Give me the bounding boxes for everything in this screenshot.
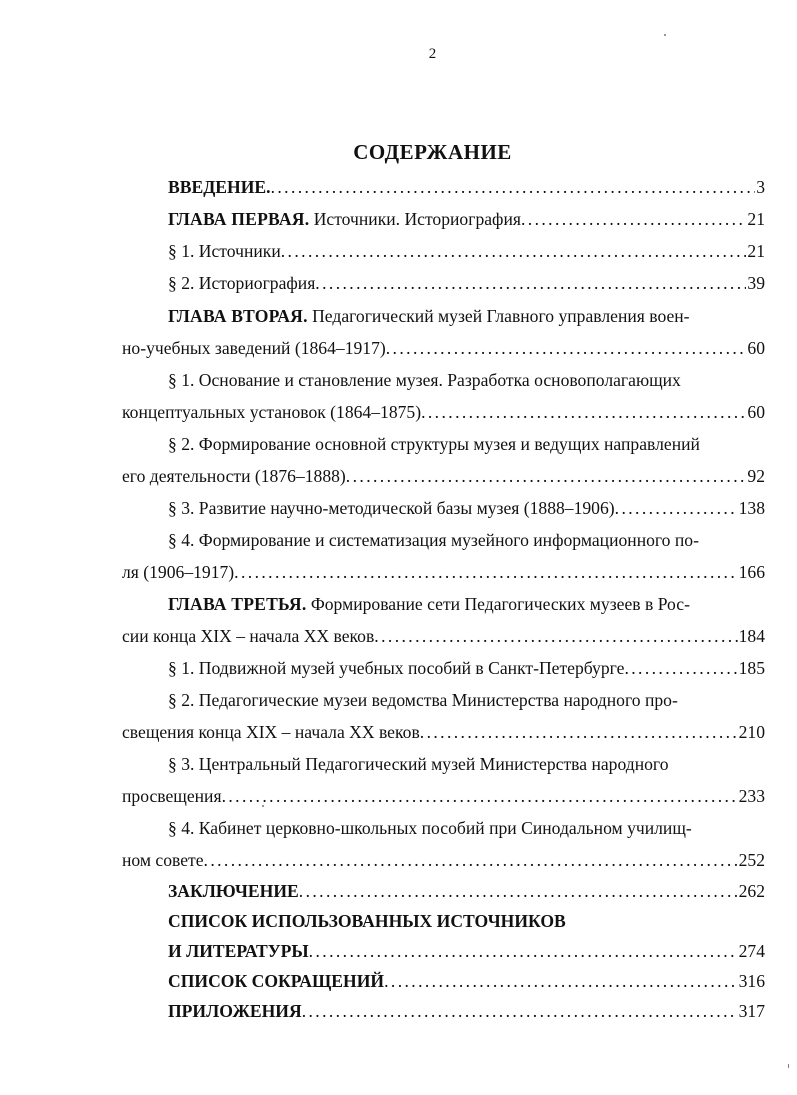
section-title-cont: концептуальных установок (1864–1875) [122, 402, 422, 422]
toc-entry-ch2-s1-line1 [168, 365, 681, 395]
toc-entry-ch1-s1 [168, 236, 765, 266]
toc-entry-page: 274 [738, 941, 765, 961]
leader-dots [204, 845, 738, 875]
toc-entry-page: 21 [747, 241, 765, 261]
scan-speck [664, 34, 666, 36]
toc-entry-page: 262 [738, 881, 765, 901]
leader-dots [521, 204, 746, 234]
toc-entry-ch3-s2-line1 [168, 685, 678, 715]
toc-entry-page: 185 [738, 658, 765, 678]
chapter-title: Педагогический музей Главного управления воен- [312, 306, 690, 326]
toc-entry-page: 166 [738, 562, 765, 582]
section-title-cont: ном совете [122, 850, 204, 870]
leader-dots [386, 333, 747, 363]
leader-dots [234, 557, 737, 587]
section-title: § 4. Формирование и систематизация музейного информационного по- [168, 530, 699, 550]
toc-entry-label: § 3. Развитие научно-методической базы музея (1888–1906) [168, 498, 615, 518]
toc-entry-page: 60 [747, 402, 765, 422]
leader-dots [346, 461, 747, 491]
section-title: § 4. Кабинет церковно-школьных пособий при Синодальном училищ- [168, 818, 692, 838]
toc-entry-page: 39 [747, 273, 765, 293]
toc-entry-page: 233 [738, 786, 765, 806]
section-title-cont: просвещения [122, 786, 222, 806]
toc-entry-page: 317 [738, 1001, 765, 1021]
toc-entry-ch2-s3 [168, 493, 765, 523]
toc-entry-ch2-s1-line2 [122, 397, 765, 427]
toc-entry-ch3-s3-line2 [122, 781, 765, 811]
section-title: § 3. Центральный Педагогический музей Министерства народного [168, 754, 669, 774]
toc-entry-page: 92 [747, 466, 765, 486]
toc-entry-ch2-s4-line2 [122, 557, 765, 587]
leader-dots [315, 268, 746, 298]
toc-entry-page: 316 [738, 971, 765, 991]
leader-dots [281, 236, 747, 266]
toc-entry-sources-line2 [168, 936, 765, 966]
toc-entry-page: 210 [738, 722, 765, 742]
toc-entry-intro [168, 172, 765, 202]
leader-dots [271, 172, 756, 202]
leader-dots [309, 936, 738, 966]
section-title: § 1. Основание и становление музея. Разработка основополагающих [168, 370, 681, 390]
toc-entry-label: § 1. Источники [168, 241, 281, 261]
toc-entry-ch3-s4-line1 [168, 813, 692, 843]
toc-entry-ch2-s2-line1 [168, 429, 700, 459]
chapter-label: ГЛАВА ВТОРАЯ. [168, 306, 308, 326]
leader-dots [624, 653, 737, 683]
toc-entry-ch2-s2-line2 [122, 461, 765, 491]
chapter-label: ГЛАВА ТРЕТЬЯ. [168, 594, 307, 614]
section-title: § 2. Формирование основной структуры музея и ведущих направлений [168, 434, 700, 454]
section-title-cont: свещения конца XIX – начала XX веков [122, 722, 420, 742]
toc-entry-ch3-s1 [168, 653, 765, 683]
toc-entry-page: 21 [747, 209, 765, 229]
toc-entry-ch3-s2-line2 [122, 717, 765, 747]
toc-entry-label-cont: И ЛИТЕРАТУРЫ [168, 941, 309, 961]
toc-entry-ch1-s2 [168, 268, 765, 298]
leader-dots [420, 717, 738, 747]
toc-entry-label: СПИСОК СОКРАЩЕНИЙ [168, 971, 385, 991]
chapter-title: Формирование сети Педагогических музеев в Рос- [310, 594, 690, 614]
toc-entry-chapter-3-line1 [168, 589, 690, 619]
chapter-title: Источники. Историография [313, 209, 521, 229]
toc-entry-sources-line1 [168, 906, 566, 936]
leader-dots [299, 876, 738, 906]
toc-title: СОДЕРЖАНИЕ [353, 140, 512, 164]
toc-entry-chapter-3-line2 [122, 621, 765, 651]
toc-entry-label: § 1. Подвижной музей учебных пособий в Санкт-Петербурге [168, 658, 625, 678]
chapter-label: ГЛАВА ПЕРВАЯ. [168, 209, 310, 229]
leader-dots [615, 493, 738, 523]
leader-dots [302, 996, 738, 1026]
section-title-cont: его деятельности (1876–1888) [122, 466, 346, 486]
toc-entry-page: 138 [738, 498, 765, 518]
toc-entry-chapter-2-line1 [168, 301, 690, 331]
toc-entry-label: СПИСОК ИСПОЛЬЗОВАННЫХ ИСТОЧНИКОВ [168, 911, 566, 931]
toc-entry-abbreviations [168, 966, 765, 996]
page-number: 2 [428, 46, 437, 62]
scan-speck [788, 1064, 789, 1068]
toc-entry-page: 252 [738, 850, 765, 870]
toc-entry-ch3-s4-line2 [122, 845, 765, 875]
toc-entry-conclusion [168, 876, 765, 906]
toc-entry-page: 60 [747, 338, 765, 358]
toc-entry-page: 184 [738, 626, 765, 646]
toc-entry-ch3-s3-line1 [168, 749, 669, 779]
toc-entry-chapter-1 [168, 204, 765, 234]
leader-dots [374, 621, 737, 651]
toc-entry-label: ВВЕДЕНИЕ. [168, 177, 271, 197]
toc-entry-ch2-s4-line1 [168, 525, 699, 555]
toc-entry-label: § 2. Историография [168, 273, 316, 293]
toc-entry-label: ЗАКЛЮЧЕНИЕ [168, 881, 299, 901]
leader-dots [421, 397, 746, 427]
section-title: § 2. Педагогические музеи ведомства Министерства народного про- [168, 690, 678, 710]
scan-speck [262, 805, 264, 807]
toc-entry-appendices [168, 996, 765, 1026]
leader-dots [222, 781, 738, 811]
toc-entry-page: 3 [756, 177, 765, 197]
chapter-title-cont: но-учебных заведений (1864–1917) [122, 338, 386, 358]
chapter-title-cont: сии конца XIX – начала XX веков [122, 626, 375, 646]
toc-entry-chapter-2-line2 [122, 333, 765, 363]
toc-entry-label: ПРИЛОЖЕНИЯ [168, 1001, 302, 1021]
leader-dots [384, 966, 738, 996]
section-title-cont: ля (1906–1917) [122, 562, 235, 582]
